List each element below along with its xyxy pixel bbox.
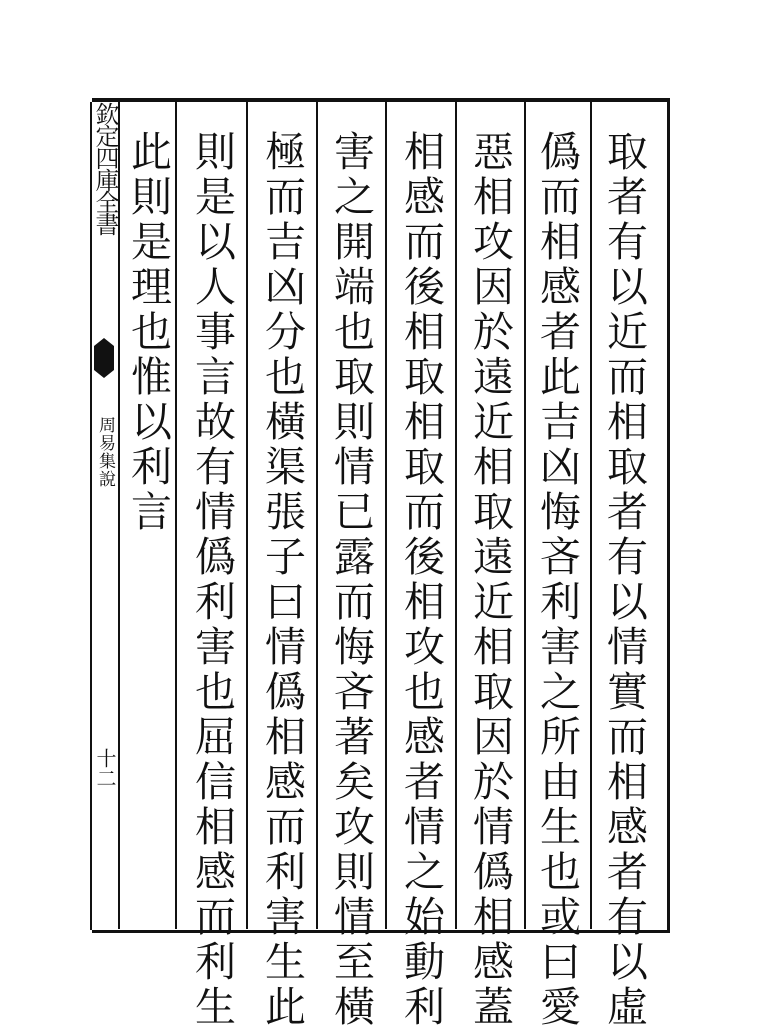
column-rule bbox=[246, 98, 248, 929]
column-rule bbox=[385, 98, 387, 929]
fish-tail-mark-icon bbox=[94, 338, 114, 378]
page-frame bbox=[92, 98, 670, 933]
text-column-3: 惡相攻因於遠近相取遠近相取因於情僞相感蓋 bbox=[466, 130, 514, 1030]
text-column-7: 則是以人事言故有情僞利害也屈信相感而利生 bbox=[188, 130, 236, 1030]
text-column-4: 相感而後相取相取而後相攻也感者情之始動利 bbox=[397, 130, 445, 1030]
page-number: 十二 bbox=[93, 748, 117, 788]
column-rule bbox=[455, 98, 457, 929]
column-rule bbox=[175, 98, 177, 929]
text-column-1: 取者有以近而相取者有以情實而相感者有以虛 bbox=[600, 130, 648, 1030]
column-rule bbox=[590, 98, 592, 929]
book-title: 周易集說 bbox=[95, 416, 115, 488]
text-column-8: 此則是理也惟以利言 bbox=[124, 130, 172, 535]
text-column-5: 害之開端也取則情已露而悔吝著矣攻則情至橫 bbox=[327, 130, 375, 1030]
text-column-6: 極而吉凶分也橫渠張子曰情僞相感而利害生此 bbox=[258, 130, 306, 1030]
margin-header-text: 欽定四庫全書 bbox=[91, 102, 119, 234]
margin-column bbox=[92, 98, 118, 929]
column-rule bbox=[524, 98, 526, 929]
column-rule bbox=[316, 98, 318, 929]
text-column-2: 僞而相感者此吉凶悔吝利害之所由生也或曰愛 bbox=[533, 130, 581, 1030]
